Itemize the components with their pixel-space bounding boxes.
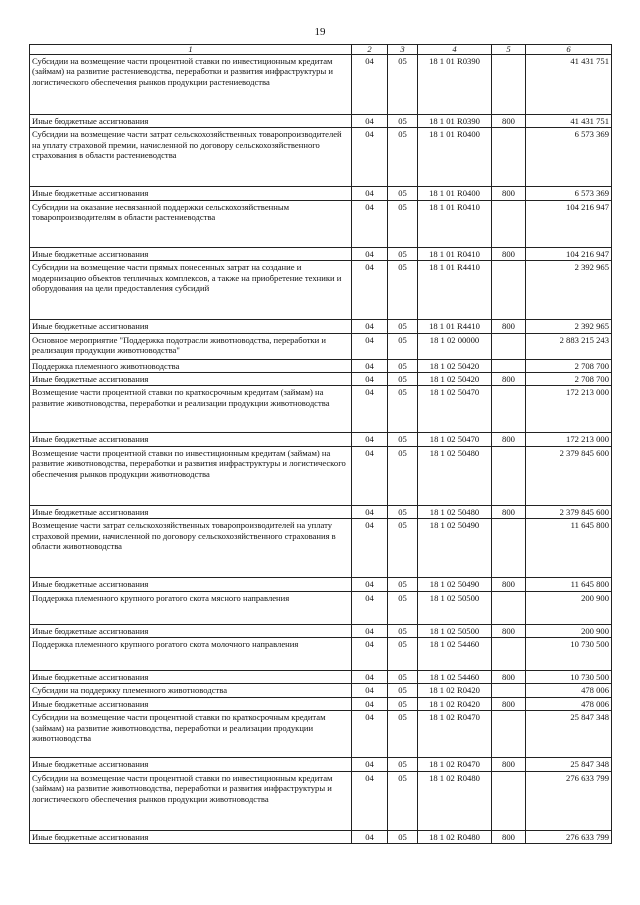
row-subsection: 05 bbox=[388, 446, 418, 505]
row-name: Иные бюджетные ассигнования bbox=[30, 247, 352, 260]
row-name: Иные бюджетные ассигнования bbox=[30, 505, 352, 518]
row-expense-type bbox=[492, 446, 526, 505]
row-name: Иные бюджетные ассигнования bbox=[30, 624, 352, 637]
row-name: Поддержка племенного крупного рогатого скота молочного направления bbox=[30, 638, 352, 671]
row-section: 04 bbox=[352, 446, 388, 505]
table-row bbox=[30, 359, 612, 372]
row-section: 04 bbox=[352, 624, 388, 637]
table-row bbox=[30, 519, 612, 578]
row-amount: 11 645 800 bbox=[526, 519, 612, 578]
row-amount: 10 730 500 bbox=[526, 671, 612, 684]
row-subsection: 05 bbox=[388, 671, 418, 684]
row-target-article: 18 1 01 R0410 bbox=[418, 200, 492, 247]
row-subsection: 05 bbox=[388, 200, 418, 247]
row-target-article: 18 1 02 50470 bbox=[418, 433, 492, 446]
row-subsection: 05 bbox=[388, 433, 418, 446]
row-expense-type bbox=[492, 261, 526, 320]
row-target-article: 18 1 02 R0480 bbox=[418, 830, 492, 843]
table-row bbox=[30, 697, 612, 710]
row-section: 04 bbox=[352, 261, 388, 320]
row-subsection: 05 bbox=[388, 373, 418, 386]
row-subsection: 05 bbox=[388, 591, 418, 624]
table-row bbox=[30, 373, 612, 386]
row-subsection: 05 bbox=[388, 771, 418, 830]
row-section: 04 bbox=[352, 333, 388, 359]
row-expense-type bbox=[492, 684, 526, 697]
row-target-article: 18 1 02 50480 bbox=[418, 446, 492, 505]
row-name: Возмещение части процентной ставки по инвестиционным кредитам (займам) на развитие животноводства, переработки и развития инфраструктуры и логистического обеспечения рынков продукции животноводства bbox=[30, 446, 352, 505]
row-target-article: 18 1 01 R4410 bbox=[418, 320, 492, 333]
row-target-article: 18 1 02 50470 bbox=[418, 386, 492, 433]
row-amount: 2 392 965 bbox=[526, 320, 612, 333]
row-target-article: 18 1 02 R0420 bbox=[418, 697, 492, 710]
table-row bbox=[30, 671, 612, 684]
row-amount: 276 633 799 bbox=[526, 771, 612, 830]
row-subsection: 05 bbox=[388, 830, 418, 843]
row-expense-type: 800 bbox=[492, 758, 526, 771]
row-amount: 200 900 bbox=[526, 624, 612, 637]
row-section: 04 bbox=[352, 187, 388, 200]
row-expense-type: 800 bbox=[492, 373, 526, 386]
row-section: 04 bbox=[352, 200, 388, 247]
row-subsection: 05 bbox=[388, 261, 418, 320]
row-name: Иные бюджетные ассигнования bbox=[30, 433, 352, 446]
table-row bbox=[30, 115, 612, 128]
row-expense-type bbox=[492, 359, 526, 372]
row-subsection: 05 bbox=[388, 684, 418, 697]
page-number: 19 bbox=[314, 26, 326, 38]
table-body bbox=[30, 55, 612, 844]
table-row bbox=[30, 333, 612, 359]
row-expense-type: 800 bbox=[492, 433, 526, 446]
row-target-article: 18 1 02 R0470 bbox=[418, 758, 492, 771]
row-subsection: 05 bbox=[388, 519, 418, 578]
row-expense-type: 800 bbox=[492, 671, 526, 684]
row-expense-type bbox=[492, 333, 526, 359]
table-row bbox=[30, 433, 612, 446]
row-subsection: 05 bbox=[388, 55, 418, 115]
table-row bbox=[30, 638, 612, 671]
row-amount: 10 730 500 bbox=[526, 638, 612, 671]
column-header-1: 1 bbox=[30, 45, 352, 55]
row-name: Субсидии на возмещение части процентной ставки по инвестиционным кредитам (займам) на развитие растениеводства, переработки и развития инфраструктуры и логистического обеспечения рынков продукции растениеводства bbox=[30, 55, 352, 115]
row-name: Субсидии на поддержку племенного животноводства bbox=[30, 684, 352, 697]
row-expense-type: 800 bbox=[492, 505, 526, 518]
table-row bbox=[30, 128, 612, 187]
row-expense-type: 800 bbox=[492, 320, 526, 333]
row-expense-type bbox=[492, 55, 526, 115]
row-target-article: 18 1 02 50420 bbox=[418, 359, 492, 372]
row-section: 04 bbox=[352, 671, 388, 684]
row-amount: 2 379 845 600 bbox=[526, 505, 612, 518]
table-row bbox=[30, 187, 612, 200]
row-target-article: 18 1 02 54460 bbox=[418, 638, 492, 671]
row-subsection: 05 bbox=[388, 247, 418, 260]
budget-table bbox=[29, 44, 612, 844]
row-name: Возмещение части затрат сельскохозяйственных товаропроизводителей на уплату страховой премии, начисленной по договору сельскохозяйственного страхования в области животноводства bbox=[30, 519, 352, 578]
column-header-3: 3 bbox=[388, 45, 418, 55]
column-header-6: 6 bbox=[526, 45, 612, 55]
row-section: 04 bbox=[352, 758, 388, 771]
row-subsection: 05 bbox=[388, 115, 418, 128]
row-amount: 41 431 751 bbox=[526, 55, 612, 115]
table-row bbox=[30, 55, 612, 115]
row-section: 04 bbox=[352, 505, 388, 518]
table-row bbox=[30, 446, 612, 505]
row-target-article: 18 1 02 R0480 bbox=[418, 771, 492, 830]
row-amount: 172 213 000 bbox=[526, 433, 612, 446]
column-header-5: 5 bbox=[492, 45, 526, 55]
row-section: 04 bbox=[352, 115, 388, 128]
row-amount: 478 006 bbox=[526, 697, 612, 710]
row-subsection: 05 bbox=[388, 758, 418, 771]
row-section: 04 bbox=[352, 697, 388, 710]
row-expense-type bbox=[492, 128, 526, 187]
row-name: Иные бюджетные ассигнования bbox=[30, 320, 352, 333]
row-section: 04 bbox=[352, 433, 388, 446]
row-amount: 276 633 799 bbox=[526, 830, 612, 843]
row-expense-type bbox=[492, 638, 526, 671]
row-name: Субсидии на возмещение части прямых понесенных затрат на создание и модернизацию объектов тепличных комплексов, а также на приобретение техники и оборудования на цели предоставления субсидий bbox=[30, 261, 352, 320]
row-expense-type: 800 bbox=[492, 187, 526, 200]
row-section: 04 bbox=[352, 711, 388, 758]
row-expense-type: 800 bbox=[492, 697, 526, 710]
row-amount: 6 573 369 bbox=[526, 128, 612, 187]
row-target-article: 18 1 02 50490 bbox=[418, 519, 492, 578]
row-target-article: 18 1 02 50500 bbox=[418, 591, 492, 624]
row-section: 04 bbox=[352, 386, 388, 433]
row-target-article: 18 1 01 R0410 bbox=[418, 247, 492, 260]
row-expense-type: 800 bbox=[492, 578, 526, 591]
row-name: Иные бюджетные ассигнования bbox=[30, 578, 352, 591]
table-row bbox=[30, 711, 612, 758]
table-row bbox=[30, 830, 612, 843]
row-subsection: 05 bbox=[388, 505, 418, 518]
row-target-article: 18 1 01 R4410 bbox=[418, 261, 492, 320]
row-subsection: 05 bbox=[388, 578, 418, 591]
row-section: 04 bbox=[352, 578, 388, 591]
row-target-article: 18 1 02 50480 bbox=[418, 505, 492, 518]
row-subsection: 05 bbox=[388, 697, 418, 710]
row-amount: 41 431 751 bbox=[526, 115, 612, 128]
table-header-row bbox=[30, 45, 612, 55]
row-name: Иные бюджетные ассигнования bbox=[30, 697, 352, 710]
row-subsection: 05 bbox=[388, 187, 418, 200]
row-amount: 2 392 965 bbox=[526, 261, 612, 320]
row-name: Субсидии на возмещение части процентной ставки по инвестиционным кредитам (займам) на развитие животноводства, переработки и развития инфраструктуры и логистического обеспечения рынков продукции животноводства bbox=[30, 771, 352, 830]
row-target-article: 18 1 02 50500 bbox=[418, 624, 492, 637]
row-subsection: 05 bbox=[388, 359, 418, 372]
row-name: Субсидии на возмещение части процентной ставки по краткосрочным кредитам (займам) на развитие животноводства, переработки и реализации продукции животноводства bbox=[30, 711, 352, 758]
row-section: 04 bbox=[352, 638, 388, 671]
row-expense-type: 800 bbox=[492, 247, 526, 260]
row-expense-type: 800 bbox=[492, 624, 526, 637]
row-amount: 104 216 947 bbox=[526, 200, 612, 247]
row-section: 04 bbox=[352, 359, 388, 372]
row-section: 04 bbox=[352, 771, 388, 830]
row-amount: 2 708 700 bbox=[526, 373, 612, 386]
row-target-article: 18 1 02 R0470 bbox=[418, 711, 492, 758]
row-expense-type bbox=[492, 519, 526, 578]
row-section: 04 bbox=[352, 247, 388, 260]
row-amount: 200 900 bbox=[526, 591, 612, 624]
table-row bbox=[30, 200, 612, 247]
row-name: Иные бюджетные ассигнования bbox=[30, 758, 352, 771]
row-section: 04 bbox=[352, 830, 388, 843]
row-section: 04 bbox=[352, 684, 388, 697]
row-name: Поддержка племенного животноводства bbox=[30, 359, 352, 372]
row-subsection: 05 bbox=[388, 624, 418, 637]
table-row bbox=[30, 591, 612, 624]
row-amount: 2 883 215 243 bbox=[526, 333, 612, 359]
row-section: 04 bbox=[352, 320, 388, 333]
row-amount: 104 216 947 bbox=[526, 247, 612, 260]
row-subsection: 05 bbox=[388, 320, 418, 333]
row-subsection: 05 bbox=[388, 386, 418, 433]
row-name: Основное мероприятие "Поддержка подотрасли животноводства, переработки и реализация продукции животноводства" bbox=[30, 333, 352, 359]
row-target-article: 18 1 01 R0390 bbox=[418, 55, 492, 115]
column-header-2: 2 bbox=[352, 45, 388, 55]
row-name: Субсидии на возмещение части затрат сельскохозяйственных товаропроизводителей на уплату страховой премии, начисленной по договору сельскохозяйственного страхования в области растениеводства bbox=[30, 128, 352, 187]
row-amount: 25 847 348 bbox=[526, 758, 612, 771]
row-name: Возмещение части процентной ставки по краткосрочным кредитам (займам) на развитие животноводства, переработки и реализации продукции животноводства bbox=[30, 386, 352, 433]
row-target-article: 18 1 01 R0400 bbox=[418, 128, 492, 187]
row-amount: 25 847 348 bbox=[526, 711, 612, 758]
column-header-4: 4 bbox=[418, 45, 492, 55]
row-amount: 172 213 000 bbox=[526, 386, 612, 433]
row-name: Иные бюджетные ассигнования bbox=[30, 373, 352, 386]
row-name: Иные бюджетные ассигнования bbox=[30, 115, 352, 128]
row-expense-type bbox=[492, 771, 526, 830]
row-target-article: 18 1 02 50490 bbox=[418, 578, 492, 591]
table-row bbox=[30, 247, 612, 260]
row-target-article: 18 1 01 R0390 bbox=[418, 115, 492, 128]
table-row bbox=[30, 624, 612, 637]
row-expense-type bbox=[492, 591, 526, 624]
row-subsection: 05 bbox=[388, 128, 418, 187]
table-row bbox=[30, 320, 612, 333]
row-name: Иные бюджетные ассигнования bbox=[30, 671, 352, 684]
row-section: 04 bbox=[352, 128, 388, 187]
row-expense-type: 800 bbox=[492, 115, 526, 128]
row-expense-type bbox=[492, 711, 526, 758]
row-target-article: 18 1 02 50420 bbox=[418, 373, 492, 386]
table-row bbox=[30, 261, 612, 320]
row-target-article: 18 1 02 00000 bbox=[418, 333, 492, 359]
row-section: 04 bbox=[352, 591, 388, 624]
row-name: Субсидии на оказание несвязанной поддержки сельскохозяйственным товаропроизводителям в области растениеводства bbox=[30, 200, 352, 247]
row-expense-type bbox=[492, 200, 526, 247]
row-expense-type bbox=[492, 386, 526, 433]
table-row bbox=[30, 684, 612, 697]
row-amount: 2 708 700 bbox=[526, 359, 612, 372]
row-target-article: 18 1 02 54460 bbox=[418, 671, 492, 684]
row-amount: 6 573 369 bbox=[526, 187, 612, 200]
row-subsection: 05 bbox=[388, 711, 418, 758]
row-section: 04 bbox=[352, 55, 388, 115]
row-section: 04 bbox=[352, 519, 388, 578]
row-amount: 478 006 bbox=[526, 684, 612, 697]
table-row bbox=[30, 386, 612, 433]
table-row bbox=[30, 578, 612, 591]
row-amount: 2 379 845 600 bbox=[526, 446, 612, 505]
row-subsection: 05 bbox=[388, 638, 418, 671]
row-name: Иные бюджетные ассигнования bbox=[30, 187, 352, 200]
row-name: Поддержка племенного крупного рогатого скота мясного направления bbox=[30, 591, 352, 624]
row-target-article: 18 1 01 R0400 bbox=[418, 187, 492, 200]
row-target-article: 18 1 02 R0420 bbox=[418, 684, 492, 697]
table-row bbox=[30, 758, 612, 771]
table-row bbox=[30, 505, 612, 518]
row-expense-type: 800 bbox=[492, 830, 526, 843]
row-subsection: 05 bbox=[388, 333, 418, 359]
row-name: Иные бюджетные ассигнования bbox=[30, 830, 352, 843]
row-amount: 11 645 800 bbox=[526, 578, 612, 591]
table-row bbox=[30, 771, 612, 830]
row-section: 04 bbox=[352, 373, 388, 386]
